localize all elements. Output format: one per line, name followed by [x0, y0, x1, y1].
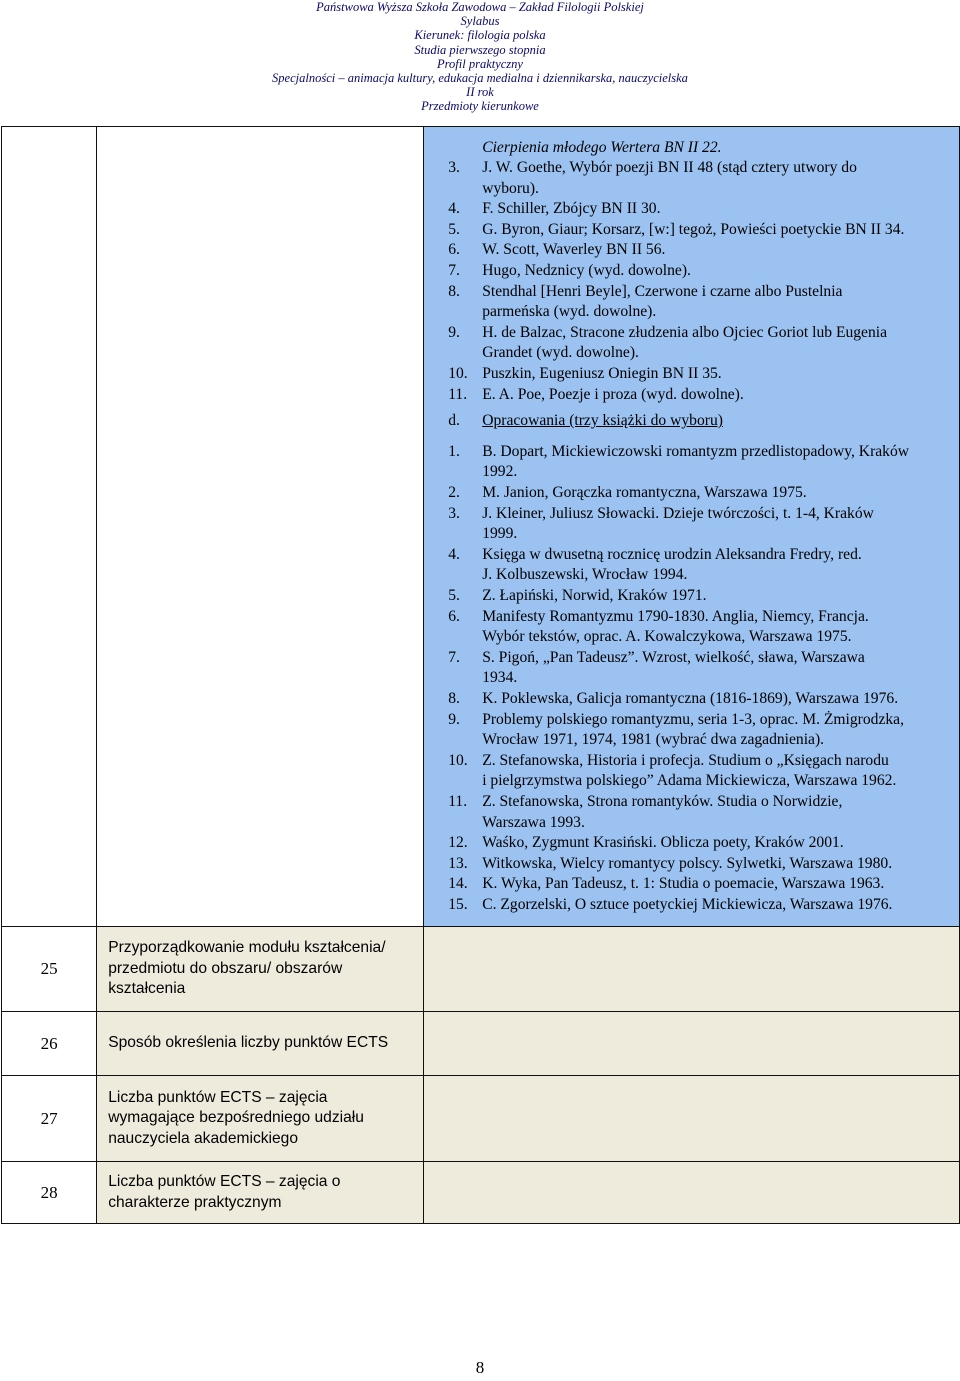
item-text	[482, 710, 947, 751]
item-line: B. Dopart, Mickiewiczowski romantyzm przedlistopadowy, Kraków	[482, 442, 910, 460]
item-line: S. Pigoń, „Pan Tadeusz”. Wzrost, wielkość, sława, Warszawa	[482, 648, 865, 666]
item-number: 3.	[448, 504, 460, 522]
item-text	[482, 483, 947, 504]
row-number: 25	[2, 927, 97, 1012]
item-number: 10.	[448, 751, 468, 769]
studies-heading-row	[448, 411, 947, 432]
section-letter: d.	[448, 412, 460, 430]
item-text	[482, 895, 947, 916]
item-text	[482, 854, 947, 875]
item-line: W. Scott, Waverley BN II 56.	[482, 241, 666, 259]
item-line: i pielgrzymstwa polskiego” Adama Mickiewicza, Warszawa 1962.	[482, 772, 897, 790]
item-line: C. Zgorzelski, O sztuce poetyckiej Mickiewicza, Warszawa 1976.	[482, 895, 893, 913]
item-number: 13.	[448, 854, 468, 872]
list-item	[448, 483, 947, 504]
item-text	[482, 648, 947, 689]
header-line: II rok	[466, 85, 494, 100]
item-number: 8.	[448, 689, 460, 707]
item-line: 1934.	[482, 669, 518, 687]
row-number: 28	[2, 1162, 97, 1224]
list-item	[448, 282, 947, 323]
item-number: 15.	[448, 895, 468, 913]
item-text	[482, 323, 947, 364]
studies-heading: Opracowania (trzy książki do wyboru)	[482, 412, 723, 430]
item-number: 11.	[448, 792, 468, 810]
list-item	[448, 504, 947, 545]
item-line: H. de Balzac, Stracone złudzenia albo Ojciec Goriot lub Eugenia	[482, 323, 888, 341]
value-cell	[424, 1012, 960, 1076]
item-number: 4.	[448, 545, 460, 563]
item-text	[482, 833, 947, 854]
item-line: K. Poklewska, Galicja romantyczna (1816-1869), Warszawa 1976.	[482, 689, 899, 707]
list-item	[448, 689, 947, 710]
item-text	[482, 607, 947, 648]
item-line: Grandet (wyd. dowolne).	[482, 344, 639, 362]
list-item	[448, 545, 947, 586]
item-line: Z. Stefanowska, Strona romantyków. Studia o Norwidzie,	[482, 792, 843, 810]
item-line: G. Byron, Giaur; Korsarz, [w:] tegoż, Powieści poetyckie BN II 34.	[482, 220, 905, 238]
list-item	[448, 710, 947, 751]
item-line: Wrocław 1971, 1974, 1981 (wybrać dwa zagadnienia).	[482, 731, 825, 749]
value-cell	[424, 1076, 960, 1162]
list-item	[448, 586, 947, 607]
table-row	[2, 1012, 960, 1076]
item-line: K. Wyka, Pan Tadeusz, t. 1: Studia o poemacie, Warszawa 1963.	[482, 875, 885, 893]
list-item	[448, 874, 947, 895]
studies-list	[448, 442, 947, 916]
item-line: J. W. Goethe, Wybór poezji BN II 48 (stąd cztery utwory do	[482, 159, 857, 177]
list-item	[448, 833, 947, 854]
list-item	[448, 854, 947, 875]
row-label: Liczba punktów ECTS – zajęcia wymagające bezpośredniego udziału nauczyciela akademickiego	[97, 1076, 424, 1162]
item-number: 10.	[448, 365, 468, 383]
item-line: 1999.	[482, 525, 518, 543]
row-number: 26	[2, 1012, 97, 1076]
item-number: 2.	[448, 484, 460, 502]
item-text	[482, 689, 947, 710]
header-line: Państwowa Wyższa Szkoła Zawodowa – Zakład Filologii Polskiej	[316, 0, 644, 14]
literature-cell	[424, 127, 960, 927]
item-number: 5.	[448, 586, 460, 604]
list-item	[448, 220, 947, 241]
item-line: Księga w dwusetną rocznicę urodzin Aleksandra Fredry, red.	[482, 545, 862, 563]
item-line: parmeńska (wyd. dowolne).	[482, 303, 657, 321]
page-number: 8	[475, 1358, 485, 1377]
item-line: Puszkin, Eugeniusz Oniegin BN II 35.	[482, 365, 722, 383]
item-number: 6.	[448, 241, 460, 259]
row-label: Liczba punktów ECTS – zajęcia o charakterze praktycznym	[97, 1162, 424, 1224]
item-line: Witkowska, Wielcy romantycy polscy. Sylwetki, Warszawa 1980.	[482, 854, 893, 872]
header-line: Specjalności – animacja kultury, edukacja medialna i dziennikarska, nauczycielska	[272, 71, 688, 86]
item-text	[482, 751, 947, 792]
row-label-cell	[97, 127, 424, 927]
header-line: Studia pierwszego stopnia	[414, 42, 546, 57]
item-number: 6.	[448, 607, 460, 625]
item-number: 1.	[448, 442, 460, 460]
value-cell	[424, 927, 960, 1012]
item-line: Warszawa 1993.	[482, 813, 585, 831]
item-text	[482, 220, 947, 241]
item-line: M. Janion, Gorączka romantyczna, Warszawa 1975.	[482, 484, 807, 502]
item-text	[482, 792, 947, 833]
list-item	[448, 607, 947, 648]
list-item	[448, 385, 947, 406]
item-number: 9.	[448, 710, 460, 728]
list-item	[448, 751, 947, 792]
item-text	[482, 504, 947, 545]
row-label: Sposób określenia liczby punktów ECTS	[97, 1012, 424, 1076]
list-item	[448, 364, 947, 385]
item-text	[482, 874, 947, 895]
table-row	[2, 1162, 960, 1224]
reading-intro: Cierpienia młodego Wertera BN II 22.	[482, 138, 722, 156]
item-text	[482, 199, 947, 220]
item-number: 14.	[448, 875, 468, 893]
item-number: 5.	[448, 220, 460, 238]
list-item	[448, 158, 947, 199]
list-item	[448, 895, 947, 916]
list-item	[448, 261, 947, 282]
item-line: Problemy polskiego romantyzmu, seria 1-3, oprac. M. Żmigrodzka,	[482, 710, 904, 728]
item-line: Stendhal [Henri Beyle], Czerwone i czarne albo Pustelnia	[482, 282, 843, 300]
item-line: E. A. Poe, Poezje i proza (wyd. dowolne).	[482, 385, 744, 403]
list-item	[448, 648, 947, 689]
table-row	[2, 1076, 960, 1162]
table-row	[2, 127, 960, 927]
item-line: Manifesty Romantyzmu 1790-1830. Anglia, Niemcy, Francja.	[482, 607, 869, 625]
item-text	[482, 586, 947, 607]
item-text	[482, 364, 947, 385]
item-number: 3.	[448, 159, 460, 177]
header-line: Sylabus	[460, 14, 500, 29]
list-item	[448, 792, 947, 833]
item-line: J. Kolbuszewski, Wrocław 1994.	[482, 566, 688, 584]
table-row	[2, 927, 960, 1012]
item-number: 9.	[448, 323, 460, 341]
list-item	[448, 240, 947, 261]
item-line: wyboru).	[482, 179, 539, 197]
item-number: 7.	[448, 648, 460, 666]
syllabus-table	[1, 126, 960, 1224]
item-line: 1992.	[482, 463, 518, 481]
list-item	[448, 323, 947, 364]
item-line: Waśko, Zygmunt Krasiński. Oblicza poety, Kraków 2001.	[482, 834, 844, 852]
item-number: 4.	[448, 200, 460, 218]
item-line: F. Schiller, Zbójcy BN II 30.	[482, 200, 661, 218]
item-text	[482, 261, 947, 282]
item-number: 11.	[448, 385, 468, 403]
item-text	[482, 385, 947, 406]
item-line: Hugo, Nedznicy (wyd. dowolne).	[482, 262, 691, 280]
list-item	[448, 442, 947, 483]
value-cell	[424, 1162, 960, 1224]
item-text	[482, 240, 947, 261]
header-line: Przedmioty kierunkowe	[421, 99, 539, 114]
item-text	[482, 442, 947, 483]
row-number-cell	[2, 127, 97, 927]
item-text	[482, 282, 947, 323]
item-number: 7.	[448, 262, 460, 280]
item-line: J. Kleiner, Juliusz Słowacki. Dzieje twórczości, t. 1-4, Kraków	[482, 504, 874, 522]
list-item	[448, 199, 947, 220]
readings-list	[448, 158, 947, 405]
item-line: Z. Stefanowska, Historia i profecja. Studium o „Księgach narodu	[482, 751, 889, 769]
item-text	[482, 545, 947, 586]
document-header	[0, 0, 960, 114]
item-number: 8.	[448, 282, 460, 300]
item-number: 12.	[448, 834, 468, 852]
item-text	[482, 158, 947, 199]
item-line: Z. Łapiński, Norwid, Kraków 1971.	[482, 586, 707, 604]
row-number: 27	[2, 1076, 97, 1162]
header-line: Profil praktyczny	[437, 56, 523, 71]
row-label: Przyporządkowanie modułu kształcenia/ przedmiotu do obszaru/ obszarów kształcenia	[97, 927, 424, 1012]
header-line: Kierunek: filologia polska	[414, 28, 546, 43]
item-line: Wybór tekstów, oprac. A. Kowalczykowa, Warszawa 1975.	[482, 628, 852, 646]
